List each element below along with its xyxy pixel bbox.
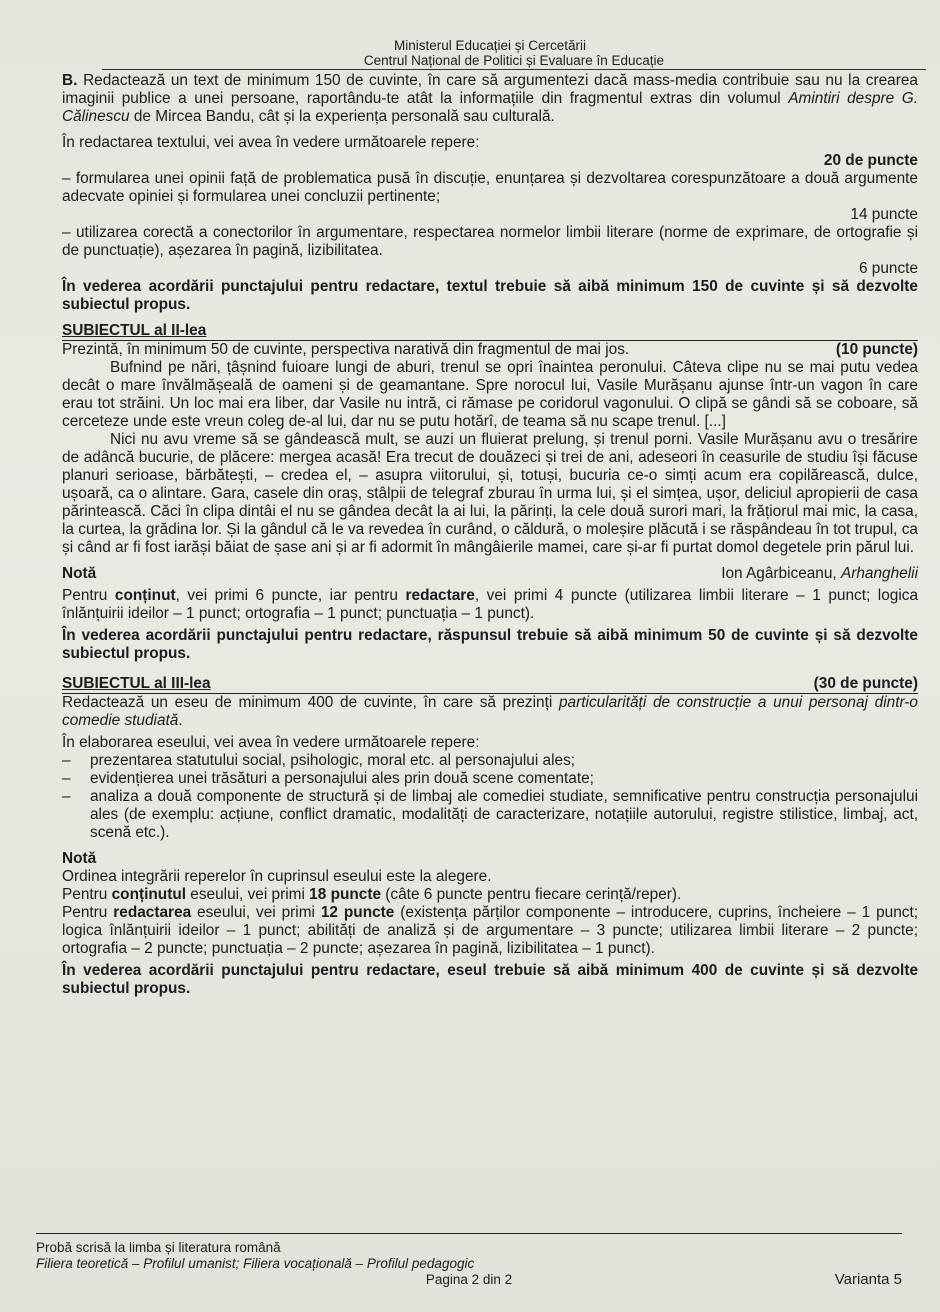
grading-redactare-word: redactarea [113, 904, 192, 921]
subiect-3-prompt [62, 694, 918, 730]
work-title: Arhanghelii [840, 565, 918, 582]
subiect-3-nota-label: Notă [62, 850, 97, 867]
page-footer [36, 1233, 902, 1288]
grading-points: 12 puncte [320, 904, 395, 921]
exam-variant: Varianta 5 [834, 1271, 902, 1288]
subiect-2-nota-label: Notă [62, 565, 97, 582]
prompt-line-3a: din volumul [699, 90, 789, 107]
grading-text: Pentru [62, 904, 114, 921]
subiect-3-redactare-grading [62, 904, 918, 958]
subiect-3-header [62, 675, 918, 694]
grading-text: Pentru [62, 886, 112, 903]
grading-points: 18 puncte [309, 886, 382, 903]
criterion-1: – formularea unei opinii față de problematica pusă în discuție, enunțarea și dezvoltarea corespunzătoare a două argumente adecvate opiniei și formularea unei concluzii pertinente; [62, 170, 918, 205]
exam-profile: Filiera teoretică – Profilul umanist; Filiera vocațională – Profilul pedagogic [36, 1256, 475, 1271]
section-b-points: 20 de puncte [823, 152, 918, 169]
prompt-focus: particularități de construcție a unui personaj dintr-o comedie studiată [62, 694, 918, 729]
author-name: Ion Agârbiceanu, [721, 565, 841, 582]
subiect-2-grading [62, 587, 918, 623]
grading-redactare-word: redactare [405, 587, 475, 604]
subiect-2-points: (10 puncte) [835, 341, 918, 358]
grading-text: eseului, vei primi [191, 904, 321, 921]
criterion-2: – utilizarea corectă a conectorilor în argumentare, respectarea normelor limbii literare (norme de exprimare, de ortografie și de punctuație), așezarea în pagină, lizibilitatea. [62, 224, 918, 259]
prompt-line-2: sau nu la crearea imaginii publice a unei persoane, raportându-te atât la informațiile din fragmentul extras [62, 72, 918, 107]
page-header [62, 0, 918, 70]
list-item: – prezentarea statutului social, psihologic, moral etc. al personajului ales; [62, 752, 918, 770]
subiect-3-order: Ordinea integrării reperelor în cuprinsul eseului este la alegere. [62, 868, 492, 885]
fragment-source [721, 565, 918, 583]
section-b-prompt [62, 72, 918, 126]
exam-name: Probă scrisă la limba și literatura română [36, 1240, 281, 1255]
page-number: Pagina 2 din 2 [425, 1272, 513, 1287]
grading-text: eseului, vei primi [186, 886, 310, 903]
subiect-2 [62, 322, 918, 663]
grading-content-word: conținut [114, 587, 176, 604]
book-title: Amintiri despre G. Călinescu [62, 90, 918, 125]
fragment-paragraph-1: Bufnind pe nări, țâșnind fuioare lungi de aburi, trenul se opri înaintea peronului. Câteva clipe nu se mai putu vedea decât o mare învălmășeală de oameni și de geamantane. Spre norocul lui, Vasile Murășanu ajunse într-un vagon în care erau tot străini. Un loc mai era liber, dar Vasile nu intră, ci rămase pe coridorul vagonului. O clipă se gândi să se coboare, să cerceteze unde este vreun coleg de-al lui, dar nu se putu hotărî, de teama să nu scape trenul. [...] [62, 359, 918, 430]
subiect-3-list [62, 752, 918, 842]
subiect-2-prompt: Prezintă, în minimum 50 de cuvinte, perspectiva narativă din fragmentul de mai jos. [62, 341, 630, 358]
subiect-3 [62, 675, 918, 998]
grading-text: , vei primi 6 puncte, iar pentru [175, 587, 406, 604]
subiect-3-intro: În elaborarea eseului, vei avea în vedere următoarele repere: [62, 734, 480, 751]
nota-author-row [62, 565, 918, 583]
criterion-1-points: 14 puncte [850, 206, 918, 223]
section-b [62, 72, 918, 314]
list-item: – analiza a două componente de structură și de limbaj ale comediei studiate, semnificative pentru construcția personajului ales (de exemplu: acțiune, conflict dramatic, modalități de caracterizare, notațiile autorului, registre stilistice, limbaj, act, scenă etc.). [62, 788, 918, 842]
grading-text: Pentru [62, 587, 115, 604]
grading-text: (existența părților componente – introducere, cuprins, încheiere – 1 punct; logica înlănțuirii ideilor – 1 punct; abilități de analiză și de argumentare – 3 puncte; utilizarea limbii literare – 2 puncte; ortografia – 2 puncte; punctuația – 2 puncte; așezarea în pagină, lizibilitatea – 1 punct). [62, 904, 919, 957]
section-b-label: B. [62, 72, 78, 89]
prompt-line-1: Redactează un text de minimum 150 de cuvinte, în care să argumentezi dacă mass-media contribuie [83, 72, 790, 89]
subiect-2-header [62, 322, 918, 341]
ministry-name: Ministerul Educației și Cercetării [393, 38, 587, 53]
subiect-2-title: SUBIECTUL al II-lea [62, 322, 207, 339]
section-b-note: În vederea acordării punctajului pentru redactare, textul trebuie să aibă minimum 150 de cuvinte și să dezvolte subiectul propus. [62, 278, 918, 313]
subiect-3-content-grading [62, 886, 918, 904]
prompt-line-3b: de Mircea Bandu, cât și la experiența personală sau culturală. [129, 108, 555, 125]
grading-content-word: conținutul [111, 886, 186, 903]
subiect-3-points: (30 de puncte) [813, 675, 918, 692]
prompt-text: . [178, 712, 183, 729]
subiect-3-note: În vederea acordării punctajului pentru redactare, eseul trebuie să aibă minimum 400 de cuvinte și să dezvolte subiectul propus. [62, 962, 918, 997]
subiect-3-title: SUBIECTUL al III-lea [62, 675, 211, 692]
grading-text: , vei primi 4 puncte (utilizarea limbii literare – 1 punct; logica înlănțuirii ideilor – 1 punct; ortografia – 1 punct; punctuația – 1 punct). [62, 587, 919, 622]
subiect-2-prompt-row [62, 341, 918, 359]
subiect-2-note: În vederea acordării punctajului pentru redactare, răspunsul trebuie să aibă minimum 50 de cuvinte și să dezvolte subiectul propus. [62, 627, 918, 662]
fragment-paragraph-2: Nici nu avu vreme să se gândească mult, se auzi un fluierat prelung, și trenul porni. Vasile Murășanu avu o tresărire de adâncă bucurie, de plăcere: mergea acasă! Era trecut de douăzeci și trei de ani, adeseori în ceasurile de studiu își făcuse planuri serioase, bărbătești, – credea el, – asupra viitorului, și, totuși, bucuria ce-o simți acum era copilărească, dulce, ușoară, ca o alintare. Gara, casele din oraș, stâlpii de telegraf zburau în urma lui, și el simțea, ușor, deliciul apropierii de casa părintească. Căci în clipa dintâi el nu se gândea decât la ai lui, la părinți, la cele două surori mari, la frățiorul mai mic, la casa, la curtea, la grădina lor. Și la gândul că le va revedea în curând, o căldură, o moleșire plăcută i se răspândeau în tot trupul, ca și când ar fi fost iarăși băiat de șase ani și ar fi adormit în mângâierile mamei, care și-ar fi purtat domol degetele prin părul lui. [62, 431, 918, 556]
grading-text: (câte 6 puncte pentru fiecare cerință/reper). [381, 886, 682, 903]
prompt-text: Redactează un eseu de minimum 400 de cuvinte, în care să prezinți [62, 694, 559, 711]
center-name: Centrul Național de Politici și Evaluare în Educație [102, 53, 926, 70]
section-b-intro: În redactarea textului, vei avea în vedere următoarele repere: [62, 134, 480, 151]
list-item: – evidențierea unei trăsături a personajului ales prin două scene comentate; [62, 770, 918, 788]
criterion-2-points: 6 puncte [858, 260, 918, 277]
